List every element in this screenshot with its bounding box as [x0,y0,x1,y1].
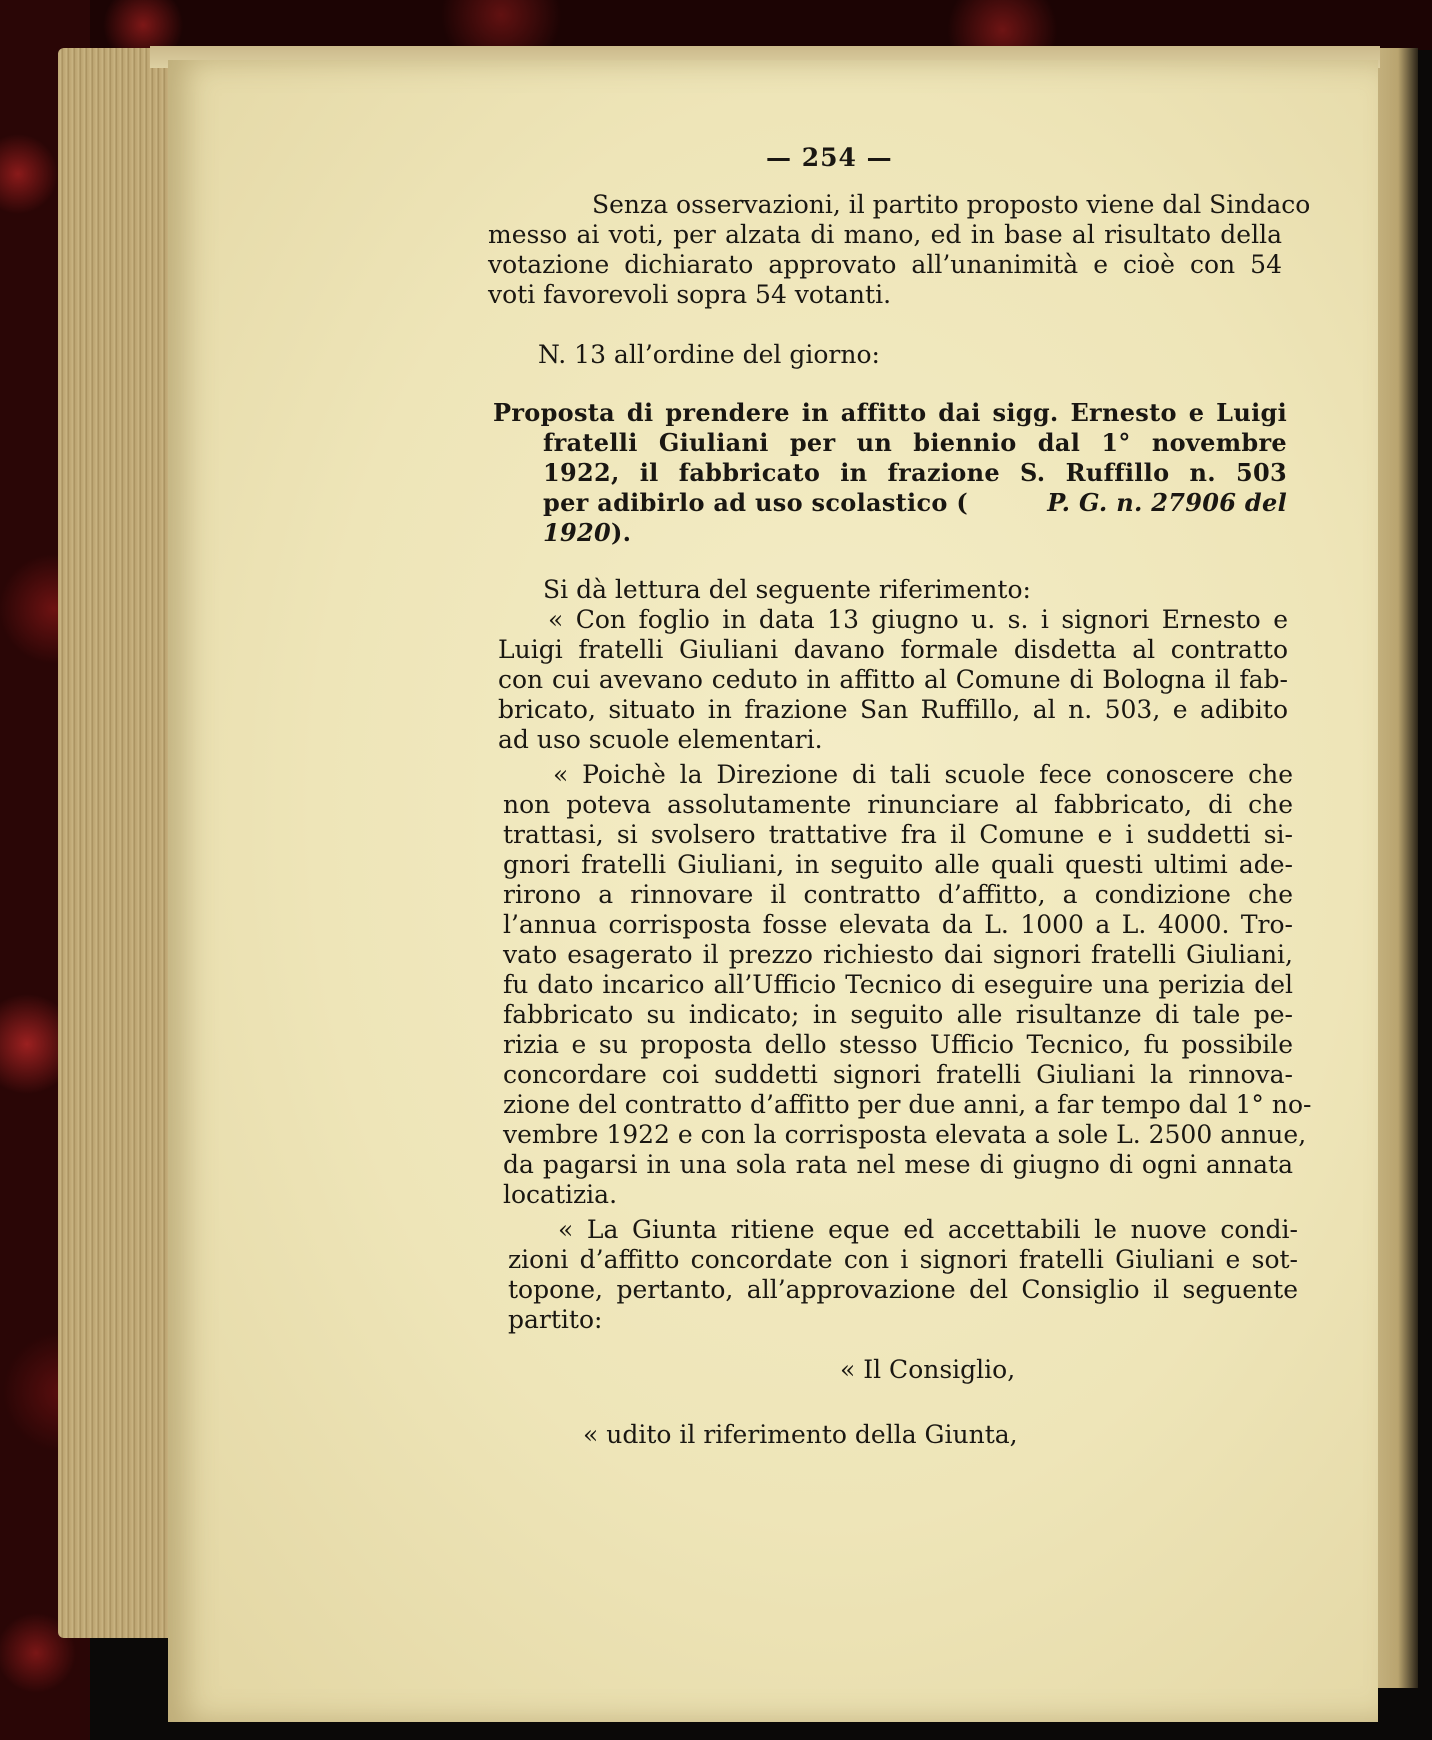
title-line [543,518,631,547]
agenda-item: N. 13 all’ordine del giorno: [538,340,880,369]
book-page [168,60,1378,1722]
text-line: locatizia. [503,1180,618,1209]
text-line: l’annua corrisposta fosse elevata da L. 1000 a L. 4000. Tro- [503,910,1293,939]
page-content [168,60,1378,1722]
text-line: « Poichè la Direzione di tali scuole fece conoscere che [553,760,1293,789]
protocol-year: 1920 [543,518,611,547]
text-line: « Con foglio in data 13 giugno u. s. i signori Ernesto e [548,605,1288,634]
page-number: — 254 — [766,143,893,172]
text-line: con cui avevano ceduto in affitto al Comune di Bologna il fab- [498,665,1288,694]
text-line: rizia e su proposta dello stesso Ufficio Tecnico, fu possibile [503,1030,1293,1059]
text-line: zione del contratto d’affitto per due anni, a far tempo dal 1° no- [503,1090,1312,1119]
text-line: bricato, situato in frazione San Ruffillo, al n. 503, e adibito [498,695,1288,724]
title-line: Proposta di prendere in affitto dai sigg. Ernesto e Luigi [493,398,1287,427]
council-heading: « Il Consiglio, [840,1355,1016,1384]
protocol-reference: P. G. n. 27906 del [1047,488,1287,517]
resolution-line: « udito il riferimento della Giunta, [583,1420,1018,1449]
text-line: « La Giunta ritiene eque ed accettabili le nuove condi- [558,1215,1298,1244]
title-text: per adibirlo ad uso scolastico ( [543,488,968,517]
book-cover-top [0,0,1432,50]
title-line [543,488,1287,517]
text-line: fabbricato su indicato; in seguito alle risultanze di tale pe- [503,1000,1293,1029]
text-line: voti favorevoli sopra 54 votanti. [488,280,892,309]
text-line: concordare coi suddetti signori fratelli Giuliani la rinnova- [503,1060,1293,1089]
text-line: vembre 1922 e con la corrisposta elevata a sole L. 2500 annue, [503,1120,1307,1149]
text-line: votazione dichiarato approvato all’unanimità e cioè con 54 [488,250,1282,279]
text-line: non poteva assolutamente rinunciare al fabbricato, di che [503,790,1293,819]
text-line: topone, pertanto, all’approvazione del Consiglio il seguente [508,1275,1298,1304]
text-line: rirono a rinnovare il contratto d’affitto, a condizione che [503,880,1293,909]
text-line: vato esagerato il prezzo richiesto dai signori fratelli Giuliani, [503,940,1293,969]
title-closing: ). [611,518,632,547]
title-line: fratelli Giuliani per un biennio dal 1° novembre [543,428,1287,457]
text-line: messo ai voti, per alzata di mano, ed in base al risultato della [488,220,1282,249]
text-line: Senza osservazioni, il partito proposto viene dal Sindaco [592,190,1311,219]
text-line: trattasi, si svolsero trattative fra il Comune e i suddetti si- [503,820,1293,849]
text-line: da pagarsi in una sola rata nel mese di giugno di ogni annata [503,1150,1293,1179]
reading-intro: Si dà lettura del seguente riferimento: [543,575,1031,604]
text-line: ad uso scuole elementari. [498,725,823,754]
title-line: 1922, il fabbricato in frazione S. Ruffillo n. 503 [543,458,1287,487]
page-stack-left [58,48,168,1638]
text-line: Luigi fratelli Giuliani davano formale disdetta al contratto [498,635,1288,664]
text-line: gnori fratelli Giuliani, in seguito alle quali questi ultimi ade- [503,850,1293,879]
text-line: zioni d’affitto concordate con i signori fratelli Giuliani e sot- [508,1245,1298,1274]
text-line: partito: [508,1305,603,1334]
text-line: fu dato incarico all’Ufficio Tecnico di eseguire una perizia del [503,970,1293,999]
